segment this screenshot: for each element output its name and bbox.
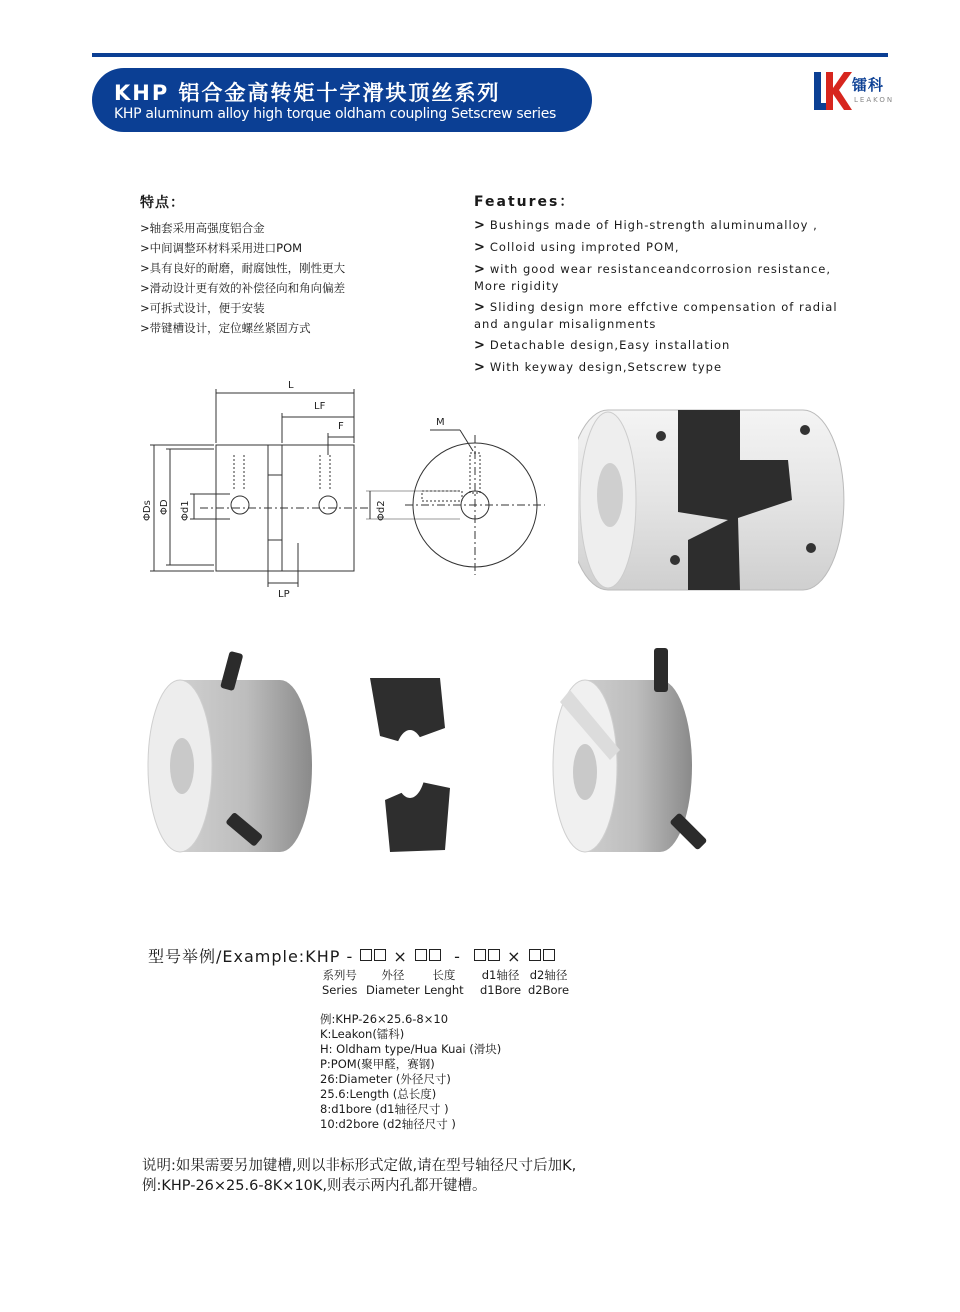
dim-label-LF: LF: [314, 401, 326, 412]
model-notes: [320, 1012, 501, 1132]
chevron-right-icon: >: [474, 240, 486, 255]
placeholder-box: [543, 949, 555, 961]
chevron-right-icon: >: [474, 338, 486, 353]
features-en-item: > Colloid using improted POM,: [474, 240, 680, 255]
note-line: 例:KHP-26×25.6-8×10: [320, 1012, 449, 1026]
features-cn-item: >中间调整环材料采用进口POM: [140, 241, 303, 255]
legend-diameter: 外径 Diameter: [366, 968, 420, 997]
title-en: KHP aluminum alloy high torque oldham coupling Setscrew series: [114, 106, 557, 122]
chevron-right-icon: >: [474, 300, 486, 315]
features-en: [474, 191, 874, 381]
header-rule: [92, 53, 888, 57]
note-line: P:POM(聚甲醛，赛钢): [320, 1057, 435, 1071]
placeholder-box: [529, 949, 541, 961]
dim-label-Ds: ΦDs: [142, 500, 153, 521]
brand-logo: [812, 70, 895, 114]
model-example: [148, 944, 556, 967]
note-line: H: Oldham type/Hua Kuai (滑块): [320, 1042, 502, 1056]
features-cn-item: >可拆式设计，便于安装: [140, 301, 265, 315]
legend-d2: d2轴径 d2Bore: [528, 968, 570, 997]
placeholder-box: [415, 949, 427, 961]
times-sign: ×: [507, 947, 522, 966]
coupling-assembled-image: [578, 400, 850, 600]
placeholder-box: [474, 949, 486, 961]
features-en-item: > Detachable design,Easy installation: [474, 338, 731, 353]
placeholder-box: [360, 949, 372, 961]
dim-label-d1: Φd1: [180, 500, 191, 521]
dim-label-D: ΦD: [159, 499, 170, 515]
note-line: 25.6:Length (总长度): [320, 1087, 437, 1101]
note-line: 26:Diameter (外径尺寸): [320, 1072, 451, 1086]
features-en-item: > Sliding design more effctive compensation of radial and angular misalignments: [474, 300, 838, 331]
dim-label-F: F: [338, 421, 344, 432]
explanation-line: 例:KHP-26×25.6-8K×10K,则表示两内孔都开键槽。: [142, 1178, 487, 1194]
features-cn-heading: 特点：: [140, 195, 185, 211]
placeholder-box: [488, 949, 500, 961]
dim-label-M: M: [436, 417, 445, 428]
placeholder-box: [374, 949, 386, 961]
title-cn: KHP 铝合金高转矩十字滑块顶丝系列: [114, 81, 501, 105]
chevron-right-icon: >: [474, 360, 486, 375]
features-cn-item: >轴套采用高强度铝合金: [140, 221, 265, 235]
note-line: K:Leakon(镭科): [320, 1027, 405, 1041]
legend-length: 长度 Lenght: [424, 968, 464, 997]
times-sign: ×: [393, 947, 408, 966]
features-en-item: > With keyway design,Setscrew type: [474, 360, 723, 375]
features-en-item: > with good wear resistanceandcorrosion resistance, More rigidity: [474, 262, 831, 293]
features-en-item: > Bushings made of High-strength aluminumalloy ,: [474, 218, 818, 233]
explanation-line: 说明:如果需要另加键槽,则以非标形式定做,请在型号轴径尺寸后加K,: [142, 1158, 577, 1174]
legend-series: 系列号 Series: [322, 968, 358, 997]
features-cn: [140, 192, 460, 338]
coupling-exploded-image: [140, 640, 720, 870]
note-line: 10:d2bore (d2轴径尺寸 ): [320, 1117, 456, 1131]
lk-logo-icon: [812, 70, 852, 114]
placeholder-box: [429, 949, 441, 961]
chevron-right-icon: >: [474, 262, 486, 277]
features-cn-item: >具有良好的耐磨，耐腐蚀性，刚性更大: [140, 261, 346, 275]
example-prefix: 型号举例/Example:KHP -: [148, 947, 354, 966]
features-en-heading: Features：: [474, 194, 576, 210]
dim-label-LP: LP: [278, 589, 290, 600]
dim-label-L: L: [288, 380, 294, 391]
legend-d1: d1轴径 d1Bore: [480, 968, 522, 997]
explanation: [142, 1156, 576, 1196]
title-banner: [92, 68, 592, 132]
dash-sign: -: [454, 947, 461, 966]
dim-label-d2: Φd2: [376, 500, 387, 521]
dimension-drawing: [130, 375, 550, 600]
chevron-right-icon: >: [474, 218, 486, 233]
logo-name-cn: 镭科: [852, 76, 885, 94]
features-cn-item: >带键槽设计，定位螺丝紧固方式: [140, 321, 311, 335]
features-cn-item: >滑动设计更有效的补偿径向和角向偏差: [140, 281, 346, 295]
logo-name-en: LEAKON: [854, 96, 895, 104]
note-line: 8:d1bore (d1轴径尺寸 ): [320, 1102, 449, 1116]
